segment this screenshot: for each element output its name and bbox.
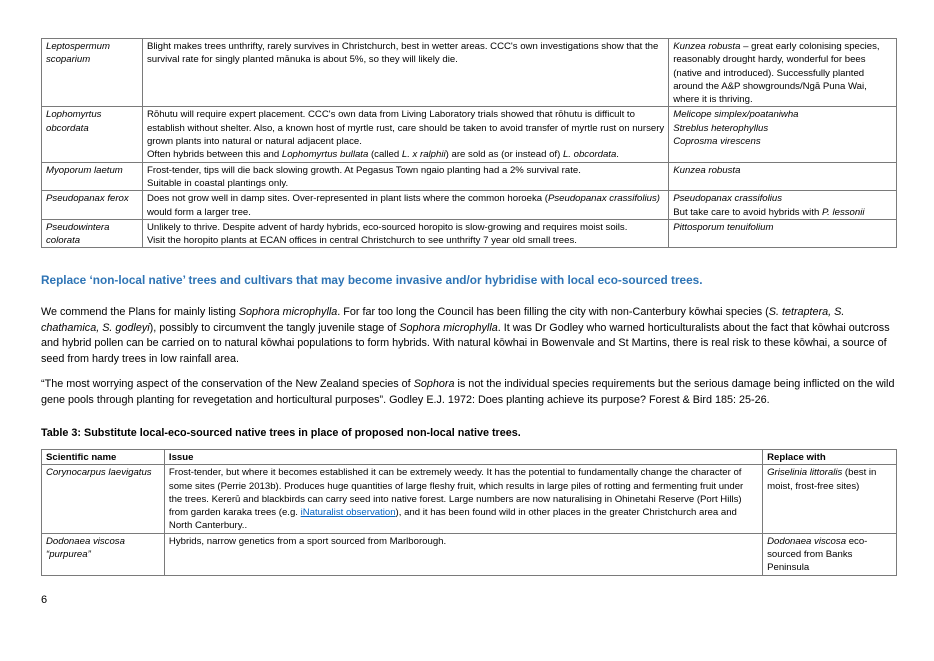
species-name: Pseudowintera colorata <box>42 219 143 248</box>
page-number: 6 <box>41 594 48 606</box>
issue-cell: Does not grow well in damp sites. Over-represented in plant lists where the common horoeka (Pseudopanax crassifolius) would form a larger tree. <box>142 191 668 220</box>
table-row <box>42 162 897 191</box>
replace-species: Kunzea robusta <box>673 41 741 52</box>
column-header: Scientific name <box>42 450 165 465</box>
issue-cell: Unlikely to thrive. Despite advent of hardy hybrids, eco-sourced horopito is slow-growing and requires moist soils. Visit the horopito plants at ECAN offices in central Christchurch to see unthrifty 7 year old small trees. <box>142 219 668 248</box>
issue-cell: Frost-tender, tips will die back slowing growth. At Pegasus Town ngaio planting had a 2% survival rate. Suitable in coastal plantings only. <box>142 162 668 191</box>
species-name: Corynocarpus laevigatus <box>42 465 165 533</box>
species-name: Dodonaea viscosa “purpurea” <box>42 533 165 575</box>
issue-line: Rōhutu will require expert placement. CCC's own data from Living Laboratory trials showed that rōhutu is difficult to establish without shelter. Also, a known host of myrtle rust, care should be taken to avoid transfer of myrtle rust on nursery grown plants into natural or natural adjacent place. <box>146 109 665 148</box>
replace-cell: Melicope simplex/poataniwha Streblus heterophyllus Coprosma virescens <box>669 107 897 162</box>
replace-cell: Pittosporum tenuifolium <box>669 219 897 248</box>
replace-cell: Pseudopanax crassifolius But take care to avoid hybrids with P. lessonii <box>669 191 897 220</box>
replace-cell: Griselinia littoralis (best in moist, frost-free sites) <box>763 465 897 533</box>
table-row <box>42 107 897 162</box>
inaturalist-link[interactable]: iNaturalist observation <box>300 507 396 519</box>
table-row <box>42 465 897 533</box>
table-row <box>42 191 897 220</box>
paragraph-quote: “The most worrying aspect of the conservation of the New Zealand species of Sophora is not the individual species requirements but the serious damage being inflicted on the wild gene pools through planting for revegetation and horticultural purposes”. Godley E.J. 1972: Does planting achieve its purpose? Forest & Bird 185: 25-26. <box>41 378 895 406</box>
species-name: Leptospermum scoparium <box>42 39 143 107</box>
issue-line: Often hybrids between this and Lophomyrtus bullata (called L. x ralphii) are sold as (or instead of) L. obcordata. <box>146 149 619 161</box>
paragraph-sophora: We commend the Plans for mainly listing Sophora microphylla. For far too long the Council has been filling the city with non-Canterbury kōwhai species (S. tetraptera, S. chathamica, S. godleyi), possibly to circumvent the tangly juvenile stage of Sophora microphylla. It was Dr Godley who warned horticulturalists about the fact that kōwhai outcross and hybrid pollen can be carried on to natural kōwhai populations to form hybrids. With natural kōwhai in Bowenvale and St Martins, there is real risk to these kōwhai, a source of seed from hardy trees in low rainfall area. <box>41 306 890 365</box>
table-header-row <box>42 450 897 465</box>
species-name: Pseudopanax ferox <box>42 191 143 220</box>
species-name: Myoporum laetum <box>42 162 143 191</box>
table-caption: Table 3: Substitute local-eco-sourced native trees in place of proposed non-local native trees. <box>41 427 521 439</box>
column-header: Replace with <box>763 450 897 465</box>
replace-cell: Dodonaea viscosa eco-sourced from Banks Peninsula <box>763 533 897 575</box>
species-table-continued <box>41 38 897 248</box>
species-name: Lophomyrtus obcordata <box>42 107 143 162</box>
substitute-table <box>41 449 897 576</box>
section-heading: Replace ‘non-local native’ trees and cultivars that may become invasive and/or hybridise with local eco-sourced trees. <box>41 273 703 287</box>
issue-cell <box>142 107 668 162</box>
issue-cell: Blight makes trees unthrifty, rarely survives in Christchurch, best in wetter areas. CCC's own investigations show that the survival rate for singly planted mānuka is about 5%, so they will likely die. <box>142 39 668 107</box>
table-row <box>42 39 897 107</box>
issue-cell: Hybrids, narrow genetics from a sport sourced from Marlborough. <box>164 533 762 575</box>
table-row <box>42 219 897 248</box>
replace-cell <box>669 39 897 107</box>
replace-cell: Kunzea robusta <box>669 162 897 191</box>
replace-text: – great early colonising species, reasonably drought hardy, wonderful for bees (native and introduced). Successfully planted around the A&P showgrounds/Ngā Puna Wai, where it is thriving. <box>673 41 880 106</box>
table-row <box>42 533 897 575</box>
column-header: Issue <box>164 450 762 465</box>
issue-cell: Frost-tender, but where it becomes established it can be extremely weedy. It has the potential to fundamentally change the character of some sites (Perrie 2013b). Produces huge quantities of large fleshy fruit, which results in large piles of rotting and fermenting fruit under the trees. Kererū and blackbirds can carry seed into native forest. Large numbers are now naturalising in Ohinetahi Reserve (Port Hills) from garden karaka trees (e.g. iNaturalist observation), and it has been found wild in other places in the greater Christchurch area and North Canterbury.. <box>164 465 762 533</box>
